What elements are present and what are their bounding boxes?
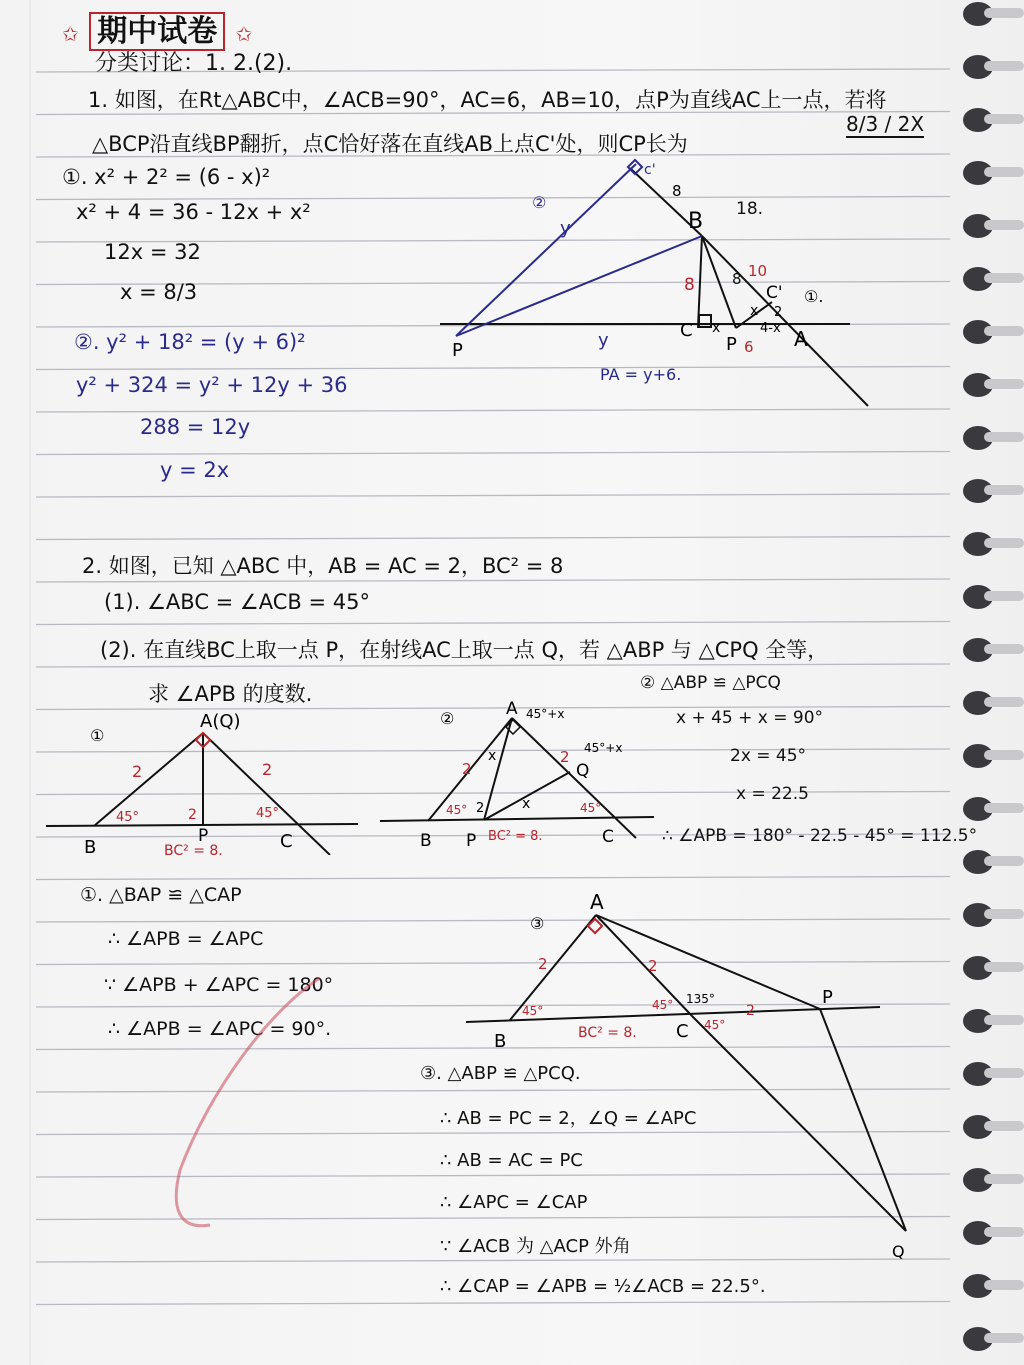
seg-label: 8 — [732, 270, 742, 288]
binding-ring — [984, 326, 1024, 336]
star-icon: ✩ — [62, 22, 79, 46]
angle-label: 45°+x — [584, 741, 623, 755]
angle-label: 45°+x — [526, 707, 565, 721]
binding-ring — [984, 167, 1024, 177]
angle-label: 45° — [652, 998, 674, 1012]
seg-label: 2 — [476, 801, 485, 816]
seg-label: 10 — [748, 262, 768, 280]
seg-label: 8 — [684, 275, 695, 295]
q1-line1: 1. 如图，在Rt△ABC中，∠ACB=90°，AC=6，AB=10，点P为直线AC上一点，若将 — [88, 88, 887, 112]
point-label: c' — [644, 162, 656, 178]
binding-ring — [984, 1121, 1024, 1131]
seg-label: y — [598, 330, 609, 351]
seg-label: 2 — [560, 748, 570, 766]
binding-ring — [984, 538, 1024, 548]
angle-label: 45° — [580, 801, 602, 815]
q2-line1: 2. 如图，已知 △ABC 中，AB = AC = 2，BC² = 8 — [82, 554, 564, 578]
q1-case2-line: y² + 324 = y² + 12y + 36 — [76, 373, 348, 397]
angle-label: x — [522, 796, 531, 812]
q1-line2: △BCP沿直线BP翻折，点C恰好落在直线AB上点C'处，则CP长为 — [92, 132, 688, 156]
binding-ring — [984, 697, 1024, 707]
point-c-label: C — [676, 1021, 689, 1042]
q2-case2-line: 2x = 45° — [730, 746, 807, 766]
seg-label: 8 — [672, 182, 682, 200]
binding-ring — [984, 750, 1024, 760]
spiral-binding — [954, 0, 1024, 1365]
q2-case3-line: ∴ AB = PC = 2，∠Q = ∠APC — [440, 1108, 697, 1129]
q2-case2-line: ② △ABP ≌ △PCQ — [640, 673, 781, 693]
point-c-label: C — [680, 320, 693, 341]
ruled-line — [36, 877, 950, 880]
point-p-label: P — [466, 831, 477, 850]
q2-case1-line: ∵ ∠APB + ∠APC = 180° — [104, 974, 334, 996]
q2-case3-line: ∵ ∠ACB 为 △ACP 外角 — [440, 1236, 631, 1257]
seg-label: 2 — [462, 760, 472, 778]
angle-label: 45° — [704, 1018, 726, 1032]
seg-label: 18. — [736, 199, 764, 219]
binding-ring — [984, 114, 1024, 124]
q2-case3-line: ∴ AB = AC = PC — [440, 1150, 583, 1171]
ruled-line — [36, 622, 950, 625]
point-c-label: C — [602, 827, 614, 847]
ruled-line — [36, 537, 950, 540]
q1-case1-line: 12x = 32 — [104, 240, 201, 264]
q2-figure-2 — [380, 700, 670, 850]
q2-case3-line: ③. △ABP ≌ △PCQ. — [420, 1063, 581, 1084]
point-q-label: Q — [892, 1242, 905, 1261]
q2-line3: (2). 在直线BC上取一点 P，在射线AC上取一点 Q，若 △ABP 与 △CPQ 全等， — [100, 638, 829, 662]
point-p-label: P — [198, 826, 209, 846]
seg-label: 2 — [746, 1003, 755, 1019]
point-b-label: B — [688, 209, 704, 234]
point-b-label: B — [420, 831, 432, 850]
case-number: ② — [440, 709, 455, 728]
q1-figure — [440, 150, 880, 410]
pa-note: PA = y+6. — [600, 365, 682, 384]
q2-line2: (1). ∠ABC = ∠ACB = 45° — [104, 590, 370, 614]
binding-ring — [984, 1174, 1024, 1184]
ruled-line — [36, 664, 950, 667]
q2-case3-line: ∴ ∠CAP = ∠APB = ½∠ACB = 22.5°. — [440, 1276, 766, 1297]
q2-figure-1 — [40, 705, 370, 855]
q1-case1-line: x² + 4 = 36 - 12x + x² — [76, 200, 311, 224]
binding-ring — [984, 1280, 1024, 1290]
binding-ring — [984, 1227, 1024, 1237]
seg-label: 4-x — [760, 321, 781, 336]
bc-note: BC² = 8. — [488, 829, 543, 844]
seg-label: 2 — [262, 760, 273, 779]
point-a-label: A — [794, 327, 808, 351]
angle-label: 45° — [522, 1004, 544, 1018]
q2-figure-3 — [460, 885, 920, 1285]
q2-case2-line: x + 45 + x = 90° — [676, 708, 824, 728]
binding-ring — [984, 273, 1024, 283]
point-b-label: B — [84, 837, 97, 855]
q2-line4: 求 ∠APB 的度数. — [148, 682, 313, 706]
binding-ring — [984, 803, 1024, 813]
binding-ring — [984, 8, 1024, 18]
q1-case2-line: 288 = 12y — [140, 415, 251, 439]
point-p-label: P — [726, 334, 737, 355]
ruled-line — [36, 452, 950, 455]
angle-label: 45° — [116, 810, 140, 825]
point-p-label: P — [822, 987, 833, 1008]
q2-case2-line: x = 22.5 — [736, 784, 809, 804]
binding-ring — [984, 485, 1024, 495]
point-p2-label: P — [452, 340, 463, 361]
angle-label: x — [488, 748, 497, 764]
seg-label: 2 — [538, 955, 548, 973]
subtitle: 分类讨论：1. 2.(2). — [95, 51, 293, 76]
case-number: ③ — [530, 914, 545, 933]
binding-ring — [984, 591, 1024, 601]
seg-label: y — [560, 218, 571, 239]
binding-ring — [984, 379, 1024, 389]
binding-ring — [984, 856, 1024, 866]
q2-case1-line: ∴ ∠APB = ∠APC = 90°. — [108, 1018, 332, 1040]
ruled-line — [36, 494, 950, 497]
q1-case2-line: y = 2x — [160, 458, 230, 482]
q2-case3-line: ∴ ∠APC = ∠CAP — [440, 1192, 588, 1213]
point-a-label: A — [590, 890, 604, 914]
case-number: ① — [90, 726, 105, 745]
seg-label: 6 — [744, 338, 754, 356]
ruled-line — [36, 1302, 950, 1305]
point-a-label: A — [506, 700, 518, 719]
binding-ring — [984, 220, 1024, 230]
binding-ring — [984, 1333, 1024, 1343]
point-a-label: A(Q) — [200, 711, 241, 732]
point-q-label: Q — [576, 761, 590, 781]
q2-case1-line: ∴ ∠APB = ∠APC — [108, 928, 264, 950]
angle-label: 45° — [256, 806, 280, 821]
binding-ring — [984, 1068, 1024, 1078]
binding-ring — [984, 432, 1024, 442]
point-c-label: C — [280, 831, 293, 852]
angle-label: 45° — [446, 803, 468, 817]
seg-label: 2 — [132, 762, 143, 781]
q2-case1-line: ①. △BAP ≌ △CAP — [80, 884, 242, 906]
binding-ring — [984, 962, 1024, 972]
binding-ring — [984, 644, 1024, 654]
binding-ring — [984, 909, 1024, 919]
seg-label: 2 — [648, 957, 658, 975]
binding-ring — [984, 1015, 1024, 1025]
point-cprime-label: C' — [766, 283, 783, 303]
q1-case1-line: x = 8/3 — [120, 280, 198, 304]
angle-label: 135° — [686, 992, 715, 1006]
point-b-label: B — [494, 1031, 507, 1052]
star-icon: ✩ — [235, 22, 253, 46]
q1-case1-line: ①. x² + 2² = (6 - x)² — [62, 165, 271, 189]
pencil-stroke — [150, 970, 350, 1250]
bc-note: BC² = 8. — [164, 843, 223, 855]
bc-note: BC² = 8. — [578, 1025, 637, 1041]
q1-case2-line: ②. y² + 18² = (y + 6)² — [74, 330, 306, 354]
q1-answer: 8/3 / 2X — [846, 112, 925, 136]
page-title: ✩ 期中试卷 ✩ — [62, 14, 253, 49]
seg-label: x — [750, 303, 759, 319]
seg-label: 2 — [188, 807, 197, 823]
seg-label: 2 — [774, 305, 783, 320]
case-label: ①. — [804, 287, 824, 306]
case-label: ② — [532, 193, 547, 212]
binding-ring — [984, 61, 1024, 71]
seg-label: x — [712, 320, 721, 336]
q2-case2-line: ∴ ∠APB = 180° - 22.5 - 45° = 112.5° — [662, 826, 978, 846]
